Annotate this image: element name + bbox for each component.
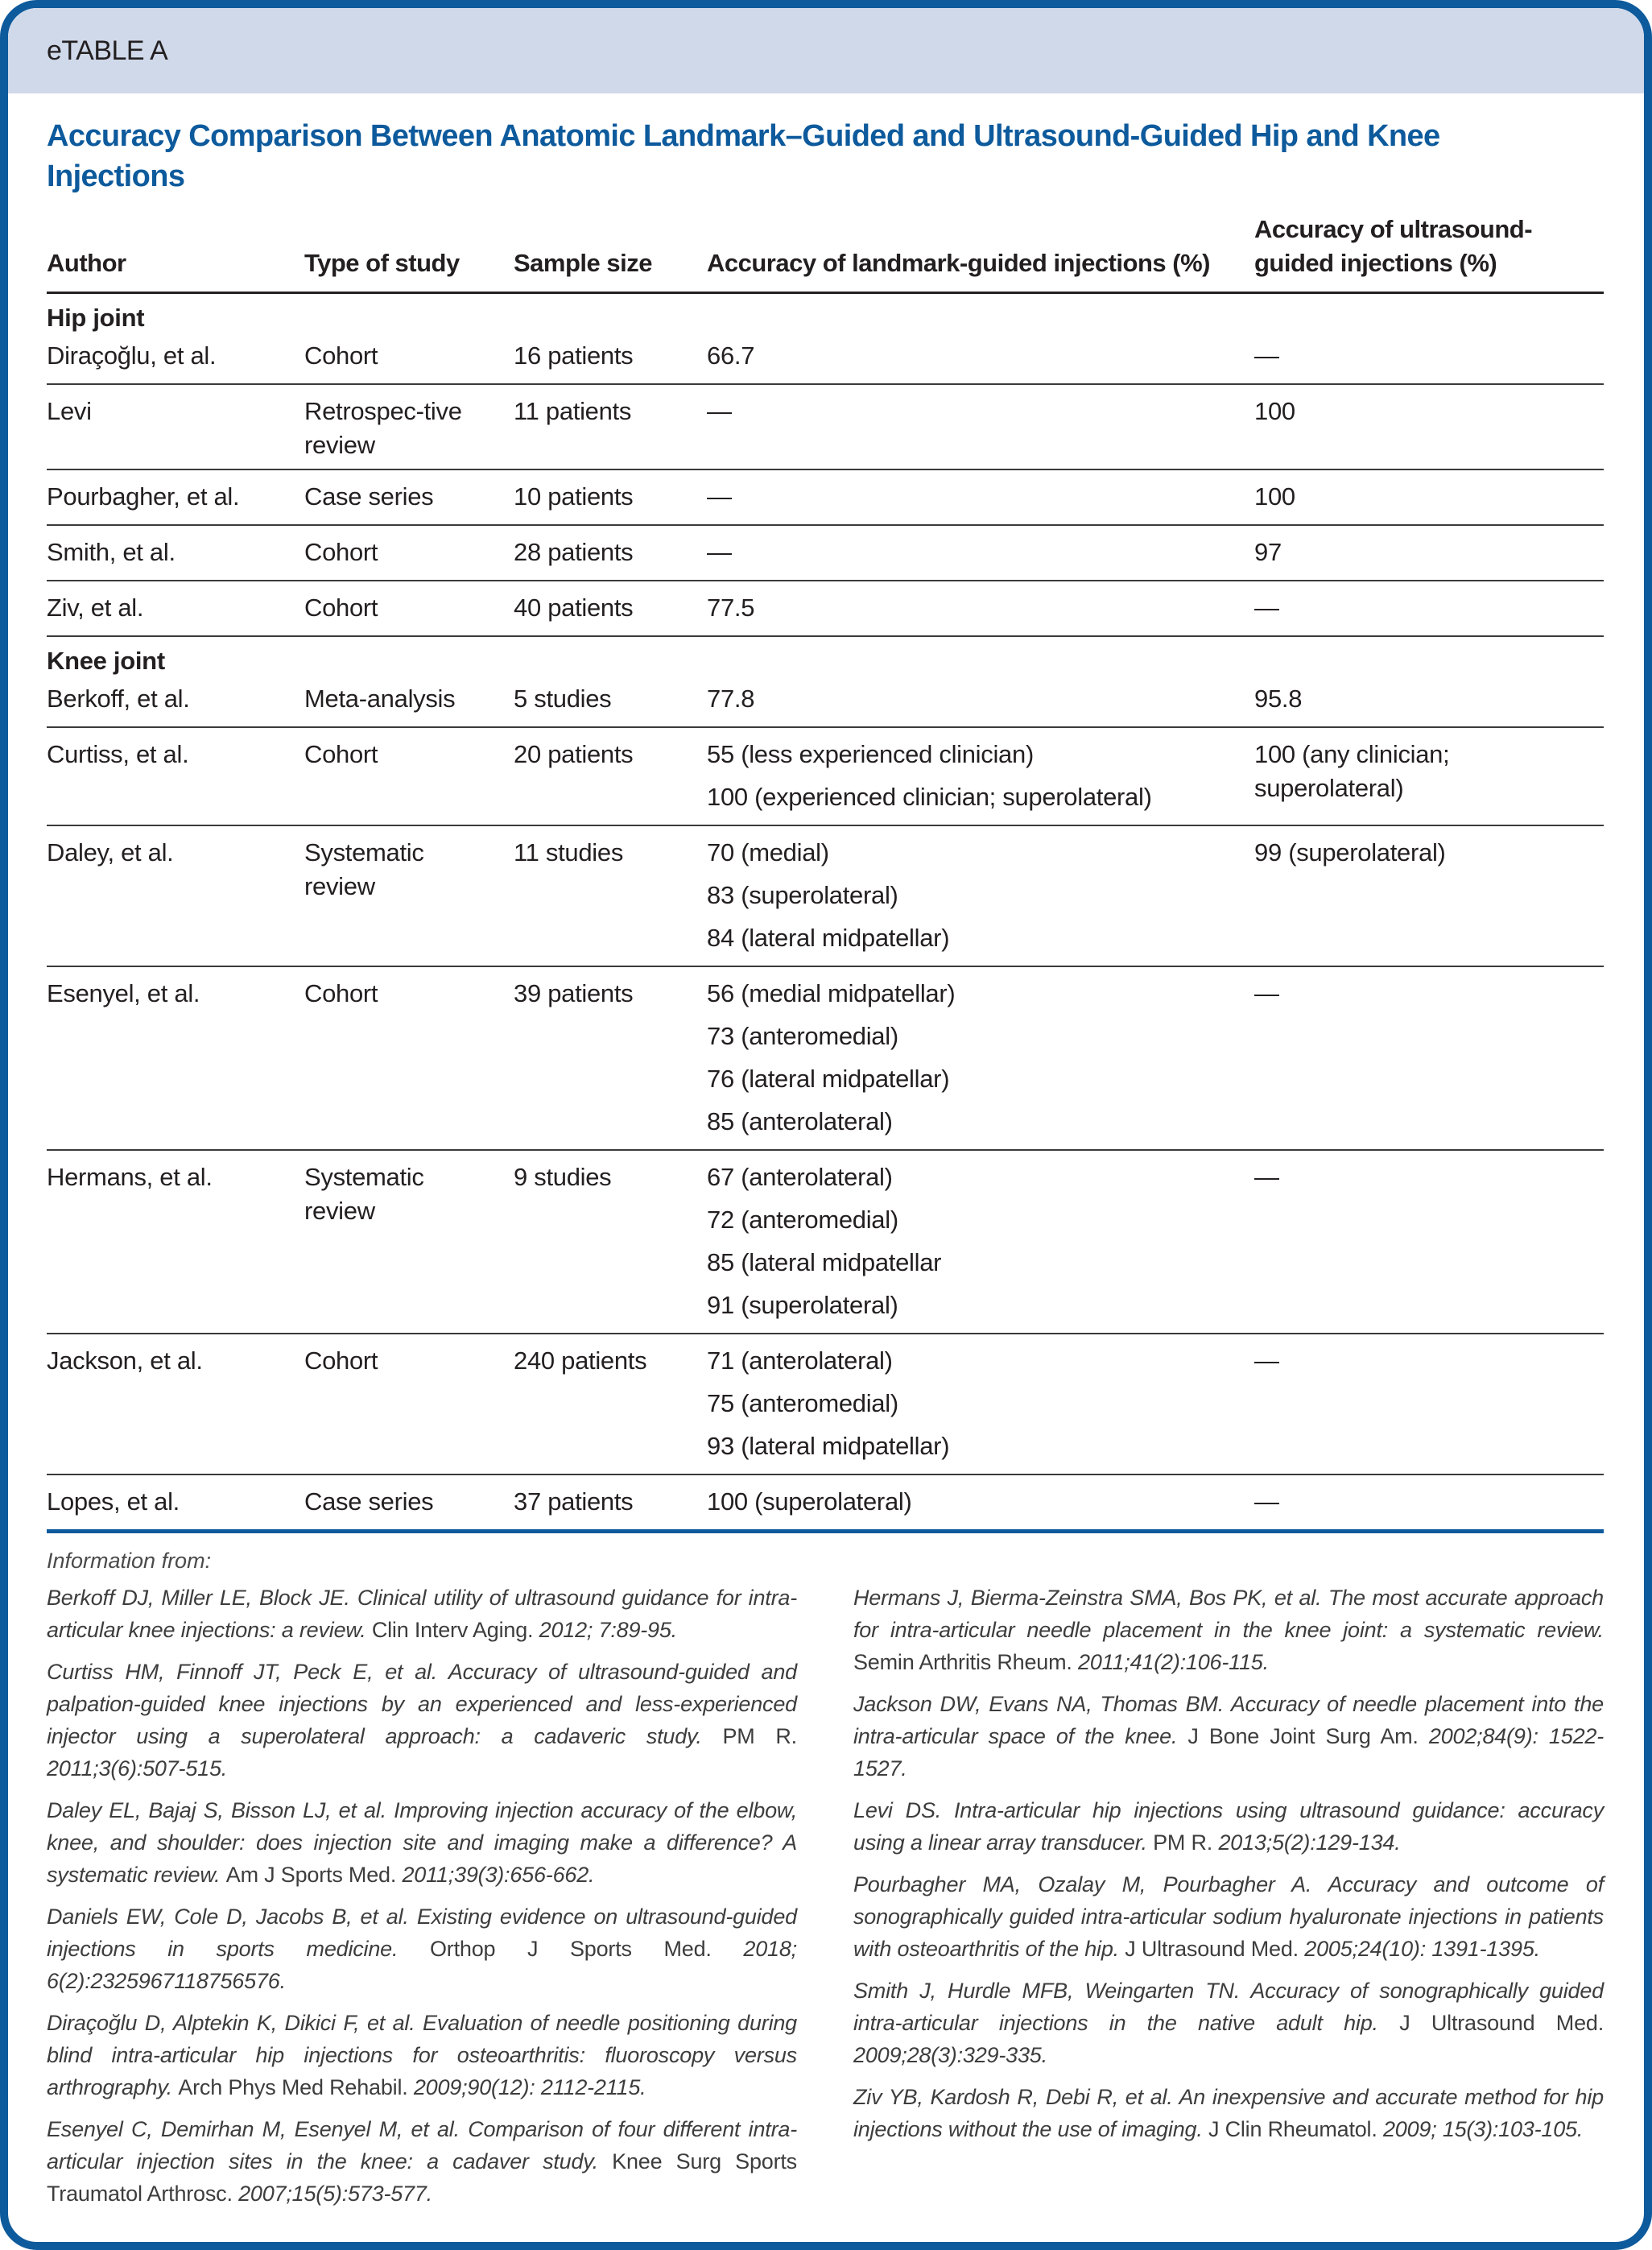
cell-ultrasound-accuracy — [1254, 384, 1604, 469]
cell-author — [47, 1334, 304, 1474]
header-row — [47, 213, 1604, 293]
reference-text: Ziv YB, Kardosh R, Debi R, et al. An inexpensive and accurate method for hip injections without the use of imaging. — [853, 2085, 1604, 2141]
cell-ultrasound-accuracy-text: — — [1254, 979, 1279, 1007]
reference-citation: 2011;3(6):507-515. — [47, 1756, 228, 1781]
landmark-value: 84 (lateral midpatellar) — [707, 924, 950, 952]
cell-type — [304, 1334, 514, 1474]
reference-entry — [47, 1582, 797, 1646]
cell-landmark-accuracy — [707, 581, 1254, 636]
cell-type-text: Cohort — [304, 538, 378, 566]
cell-landmark-accuracy — [707, 966, 1254, 1150]
cell-author-text: Berkoff, et al. — [47, 685, 190, 713]
section-label: Knee joint — [47, 647, 165, 675]
reference-text: Esenyel C, Demirhan M, Esenyel M, et al. Comparison of four different intra-articular injection sites in the knee: a cadaver study. — [47, 2117, 797, 2173]
landmark-value: — — [707, 538, 732, 566]
cell-ultrasound-accuracy — [1254, 334, 1604, 384]
landmark-value: — — [707, 397, 732, 425]
reference-citation: 2011;41(2):106-115. — [1078, 1650, 1269, 1674]
cell-author — [47, 825, 304, 966]
cell-author-text: Jackson, et al. — [47, 1346, 203, 1375]
reference-citation: 2018; 6(2):2325967118756576. — [47, 1937, 797, 1993]
cell-landmark-accuracy — [707, 677, 1254, 727]
table-row — [47, 966, 1604, 1150]
cell-sample — [514, 825, 707, 966]
table-row — [47, 677, 1604, 727]
landmark-value: 71 (anterolateral) — [707, 1346, 893, 1375]
cell-sample-text: 9 studies — [514, 1163, 612, 1191]
table-row — [47, 1474, 1604, 1532]
cell-type-text: Cohort — [304, 740, 378, 768]
reference-entry — [47, 1901, 797, 1997]
reference-text: Berkoff DJ, Miller LE, Block JE. Clinical utility of ultrasound guidance for intra-articular knee injections: a review. — [47, 1586, 797, 1642]
reference-text: Levi DS. Intra-articular hip injections using ultrasound guidance: accuracy using a linear array transducer. — [853, 1798, 1604, 1855]
cell-type-text: Systematic review — [304, 838, 424, 900]
cell-type-text: Systematic review — [304, 1163, 424, 1225]
cell-type — [304, 1150, 514, 1334]
cell-sample — [514, 525, 707, 581]
reference-journal: Orthop J Sports Med. — [429, 1937, 712, 1961]
reference-text: Pourbagher MA, Ozalay M, Pourbagher A. Accuracy and outcome of sonographically guided intra-articular sodium hyaluronate injections in patients with osteoarthritis of the hip. — [853, 1872, 1604, 1961]
cell-sample — [514, 469, 707, 525]
table-row — [47, 727, 1604, 825]
landmark-value: 83 (superolateral) — [707, 881, 898, 909]
table-row — [47, 334, 1604, 384]
table-body — [47, 293, 1604, 1532]
cell-type — [304, 334, 514, 384]
table-row — [47, 1334, 1604, 1474]
cell-type-text: Cohort — [304, 341, 378, 370]
landmark-value: — — [707, 482, 732, 511]
reference-text: Diraçoğlu D, Alptekin K, Dikici F, et al. Evaluation of needle positioning during blind intra-articular hip injections for osteoarthritis: fluoroscopy versus arthrography. — [47, 2011, 797, 2099]
cell-author-text: Levi — [47, 397, 92, 425]
cell-sample-text: 11 patients — [514, 397, 632, 425]
cell-sample-text: 5 studies — [514, 685, 612, 713]
reference-citation: 2005;24(10): 1391-1395. — [1304, 1937, 1540, 1961]
landmark-value: 77.8 — [707, 685, 755, 713]
cell-landmark-accuracy — [707, 384, 1254, 469]
table-title: Accuracy Comparison Between Anatomic Landmark–Guided and Ultrasound-Guided Hip and Knee Injections — [47, 119, 1440, 193]
cell-author-text: Pourbagher, et al. — [47, 482, 240, 511]
cell-author-text: Esenyel, et al. — [47, 979, 200, 1007]
cell-type — [304, 966, 514, 1150]
reference-journal: PM R. — [1153, 1830, 1213, 1855]
reference-journal: J Bone Joint Surg Am. — [1187, 1724, 1419, 1748]
cell-type — [304, 469, 514, 525]
reference-citation: 2009; 15(3):103-105. — [1382, 2117, 1584, 2141]
accuracy-table — [47, 213, 1604, 1533]
cell-sample — [514, 334, 707, 384]
cell-ultrasound-accuracy-text: 99 (superolateral) — [1254, 838, 1446, 866]
cell-sample — [514, 581, 707, 636]
cell-landmark-accuracy — [707, 1334, 1254, 1474]
cell-ultrasound-accuracy-text: — — [1254, 594, 1279, 622]
reference-journal: PM R. — [722, 1724, 797, 1748]
section-row — [47, 293, 1604, 335]
reference-citation: 2012; 7:89-95. — [539, 1618, 677, 1642]
cell-sample — [514, 727, 707, 825]
cell-sample-text: 28 patients — [514, 538, 634, 566]
reference-citation: 2013;5(2):129-134. — [1218, 1830, 1401, 1855]
section-label: Hip joint — [47, 304, 145, 332]
cell-author-text: Curtiss, et al. — [47, 740, 189, 768]
cell-author — [47, 384, 304, 469]
table-row — [47, 581, 1604, 636]
header-ultrasound-accuracy: Accuracy of ultrasound-guided injections (%) — [1254, 213, 1604, 293]
cell-ultrasound-accuracy-text: 100 (any clinician; superolateral) — [1254, 740, 1450, 802]
header-sample: Sample size — [514, 213, 707, 293]
cell-author — [47, 727, 304, 825]
cell-ultrasound-accuracy — [1254, 677, 1604, 727]
cell-landmark-accuracy — [707, 825, 1254, 966]
cell-sample — [514, 1334, 707, 1474]
cell-sample-text: 20 patients — [514, 740, 634, 768]
cell-author-text: Diraçoğlu, et al. — [47, 341, 217, 370]
cell-type — [304, 727, 514, 825]
cell-author — [47, 581, 304, 636]
table-label-band — [8, 8, 1644, 93]
cell-type-text: Case series — [304, 1487, 434, 1516]
cell-ultrasound-accuracy — [1254, 825, 1604, 966]
reference-journal: J Ultrasound Med. — [1125, 1937, 1299, 1961]
reference-citation: 2007;15(5):573-577. — [238, 2182, 432, 2206]
table-row — [47, 384, 1604, 469]
cell-type — [304, 525, 514, 581]
reference-journal: Semin Arthritis Rheum. — [853, 1650, 1072, 1674]
reference-entry — [47, 2113, 797, 2210]
cell-type — [304, 581, 514, 636]
cell-ultrasound-accuracy-text: 97 — [1254, 538, 1282, 566]
cell-ultrasound-accuracy-text: — — [1254, 1346, 1279, 1375]
cell-author — [47, 469, 304, 525]
cell-ultrasound-accuracy-text: — — [1254, 1487, 1279, 1516]
cell-type — [304, 825, 514, 966]
cell-ultrasound-accuracy-text: — — [1254, 1163, 1279, 1191]
landmark-value: 100 (experienced clinician; superolateral) — [707, 783, 1152, 811]
cell-ultrasound-accuracy-text: 100 — [1254, 482, 1295, 511]
reference-entry — [853, 1794, 1604, 1859]
cell-type-text: Cohort — [304, 1346, 378, 1375]
cell-landmark-accuracy — [707, 469, 1254, 525]
header-landmark-accuracy: Accuracy of landmark-guided injections (%) — [707, 213, 1254, 293]
cell-landmark-accuracy — [707, 1150, 1254, 1334]
landmark-value: 56 (medial midpatellar) — [707, 979, 956, 1007]
cell-sample-text: 16 patients — [514, 341, 634, 370]
header-type: Type of study — [304, 213, 514, 293]
cell-ultrasound-accuracy — [1254, 727, 1604, 825]
reference-citation: 2009;28(3):329-335. — [853, 2043, 1047, 2067]
cell-type-text: Case series — [304, 482, 434, 511]
cell-sample — [514, 1150, 707, 1334]
reference-entry — [47, 1794, 797, 1891]
cell-type-text: Meta-analysis — [304, 685, 456, 713]
landmark-value: 85 (lateral midpatellar — [707, 1248, 942, 1276]
cell-type — [304, 384, 514, 469]
table-row — [47, 1150, 1604, 1334]
cell-author-text: Lopes, et al. — [47, 1487, 180, 1516]
cell-ultrasound-accuracy — [1254, 1150, 1604, 1334]
references-left-column — [47, 1582, 797, 2219]
cell-ultrasound-accuracy — [1254, 966, 1604, 1150]
cell-sample-text: 40 patients — [514, 594, 634, 622]
reference-citation: 2009;90(12): 2112-2115. — [413, 2075, 646, 2099]
cell-author — [47, 1474, 304, 1532]
landmark-value: 73 (anteromedial) — [707, 1022, 898, 1050]
reference-entry — [47, 1656, 797, 1785]
cell-ultrasound-accuracy — [1254, 581, 1604, 636]
reference-entry — [853, 1868, 1604, 1965]
landmark-value: 91 (superolateral) — [707, 1291, 898, 1319]
cell-ultrasound-accuracy — [1254, 1334, 1604, 1474]
reference-text: Hermans J, Bierma-Zeinstra SMA, Bos PK, et al. The most accurate approach for intra-articular needle placement in the knee joint: a systematic review. — [853, 1586, 1604, 1642]
cell-landmark-accuracy — [707, 334, 1254, 384]
landmark-value: 85 (anterolateral) — [707, 1107, 893, 1135]
reference-journal: J Ultrasound Med. — [1399, 2011, 1605, 2035]
cell-sample-text: 10 patients — [514, 482, 634, 511]
reference-entry — [47, 2007, 797, 2103]
table-row — [47, 825, 1604, 966]
cell-author — [47, 966, 304, 1150]
landmark-value: 70 (medial) — [707, 838, 829, 866]
reference-entry — [853, 1975, 1604, 2071]
cell-author-text: Daley, et al. — [47, 838, 174, 866]
reference-entry — [853, 1582, 1604, 1678]
reference-text: Daley EL, Bajaj S, Bisson LJ, et al. Improving injection accuracy of the elbow, knee, and shoulder: does injection site and imaging make a difference? A systematic review. — [47, 1798, 797, 1887]
landmark-value: 100 (superolateral) — [707, 1487, 912, 1516]
table-label: eTABLE A — [47, 35, 168, 66]
landmark-value: 76 (lateral midpatellar) — [707, 1065, 950, 1093]
cell-author-text: Ziv, et al. — [47, 594, 144, 622]
cell-sample-text: 11 studies — [514, 838, 624, 866]
reference-citation: 2011;39(3):656-662. — [402, 1863, 595, 1887]
reference-text: Jackson DW, Evans NA, Thomas BM. Accuracy of needle placement into the intra-articular space of the knee. — [853, 1692, 1604, 1748]
landmark-value: 67 (anterolateral) — [707, 1163, 893, 1191]
references-right-column — [853, 1582, 1604, 2219]
table-row — [47, 525, 1604, 581]
reference-text: Smith J, Hurdle MFB, Weingarten TN. Accuracy of sonographically guided intra-articular injections in the native adult hip. — [853, 1979, 1604, 2035]
landmark-value: 66.7 — [707, 341, 755, 370]
cell-sample — [514, 677, 707, 727]
cell-ultrasound-accuracy — [1254, 525, 1604, 581]
reference-journal: Am J Sports Med. — [225, 1863, 397, 1887]
header-author: Author — [47, 213, 304, 293]
reference-journal: Knee Surg Sports Traumatol Arthrosc. — [47, 2149, 797, 2206]
cell-type — [304, 1474, 514, 1532]
table-row — [47, 469, 1604, 525]
cell-landmark-accuracy — [707, 525, 1254, 581]
reference-entry — [853, 2081, 1604, 2145]
cell-author — [47, 677, 304, 727]
cell-ultrasound-accuracy-text: — — [1254, 341, 1279, 370]
reference-journal: J Clin Rheumatol. — [1208, 2117, 1377, 2141]
cell-landmark-accuracy — [707, 727, 1254, 825]
landmark-value: 75 (anteromedial) — [707, 1389, 898, 1417]
reference-text: Curtiss HM, Finnoff JT, Peck E, et al. Accuracy of ultrasound-guided and palpation-guided knee injections by an experienced and less-experienced injector using a superolateral approach: a cadaveric study. — [47, 1660, 797, 1748]
section-row — [47, 636, 1604, 677]
landmark-value: 72 (anteromedial) — [707, 1206, 898, 1234]
landmark-value: 55 (less experienced clinician) — [707, 740, 1034, 768]
content — [8, 116, 1644, 2219]
cell-sample — [514, 966, 707, 1150]
cell-type — [304, 677, 514, 727]
cell-sample — [514, 1474, 707, 1532]
cell-ultrasound-accuracy — [1254, 469, 1604, 525]
cell-sample-text: 240 patients — [514, 1346, 647, 1375]
cell-type-text: Cohort — [304, 594, 378, 622]
cell-author — [47, 334, 304, 384]
cell-author — [47, 525, 304, 581]
reference-text: Daniels EW, Cole D, Jacobs B, et al. Existing evidence on ultrasound-guided injections in sports medicine. — [47, 1905, 797, 1961]
reference-entry — [853, 1688, 1604, 1785]
landmark-value: 77.5 — [707, 594, 755, 622]
landmark-value: 93 (lateral midpatellar) — [707, 1432, 950, 1460]
cell-ultrasound-accuracy-text: 100 — [1254, 397, 1295, 425]
cell-sample-text: 39 patients — [514, 979, 634, 1007]
reference-journal: Arch Phys Med Rehabil. — [178, 2075, 408, 2099]
cell-author-text: Smith, et al. — [47, 538, 176, 566]
cell-ultrasound-accuracy-text: 95.8 — [1254, 685, 1303, 713]
cell-sample — [514, 384, 707, 469]
cell-type-text: Retrospec-tive review — [304, 397, 462, 459]
cell-type-text: Cohort — [304, 979, 378, 1007]
reference-journal: Clin Interv Aging. — [371, 1618, 534, 1642]
cell-ultrasound-accuracy — [1254, 1474, 1604, 1532]
reference-citation: 2002;84(9): 1522-1527. — [853, 1724, 1604, 1781]
cell-sample-text: 37 patients — [514, 1487, 634, 1516]
references-intro: Information from: — [47, 1549, 212, 1573]
cell-landmark-accuracy — [707, 1474, 1254, 1532]
cell-author — [47, 1150, 304, 1334]
cell-author-text: Hermans, et al. — [47, 1163, 213, 1191]
references — [47, 1582, 1604, 2219]
